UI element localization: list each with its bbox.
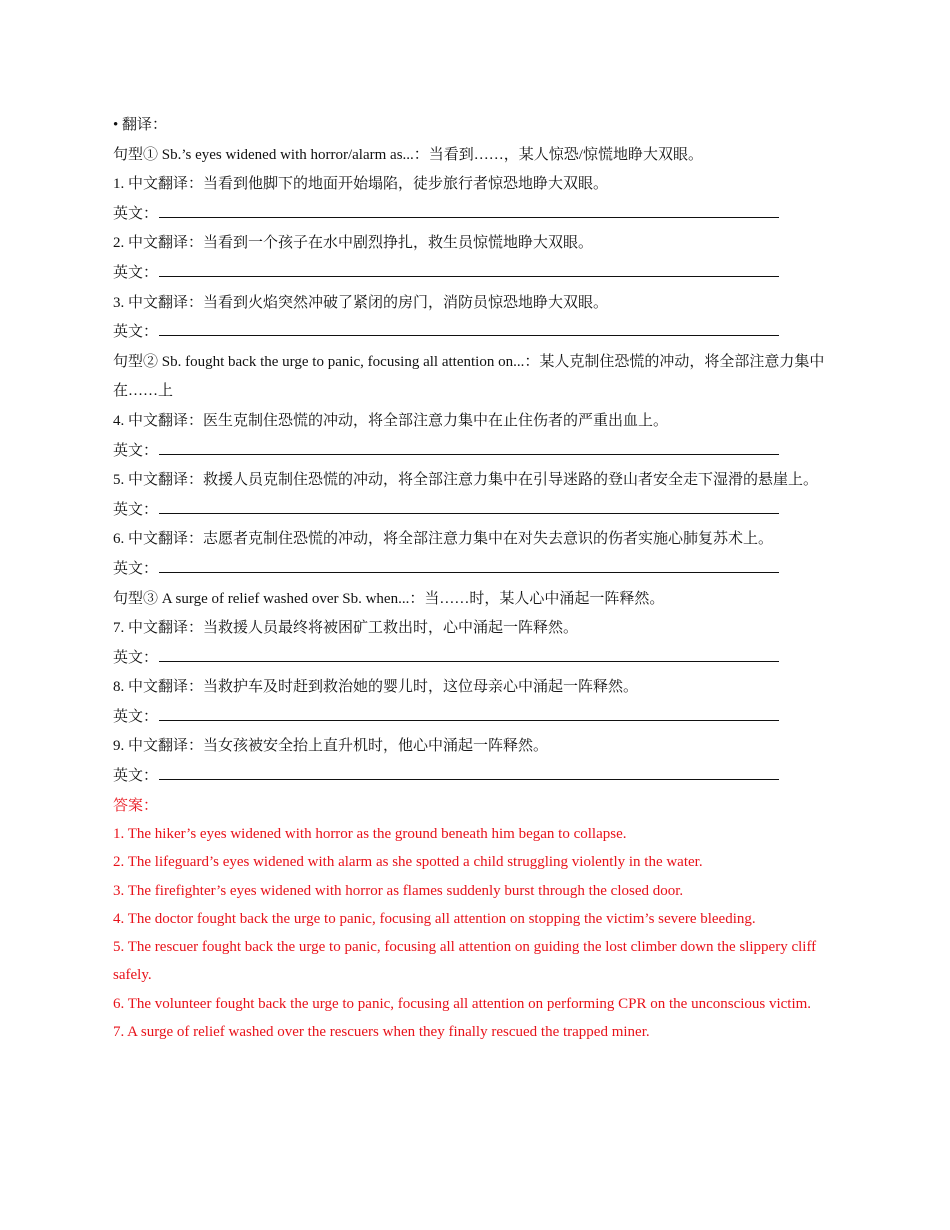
answer-6: 6. The volunteer fought back the urge to panic, focusing all attention on performing CPR on the unconscious victim. [113, 995, 812, 1012]
answer-4: 4. The doctor fought back the urge to panic, focusing all attention on stopping the victim’s severe bleeding. [113, 910, 756, 927]
prompt-8: 8. 中文翻译：当救护车及时赶到救治她的婴儿时，这位母亲心中涌起一阵释然。 [113, 679, 639, 696]
blank-label: 英文： [113, 442, 159, 459]
blank-line[interactable] [159, 558, 779, 573]
pattern-2: 句型② Sb. fought back the urge to panic, focusing all attention on...：某人克制住恐慌的冲动，将全部注意力集中在……上 [113, 353, 825, 400]
blank-label: 英文： [113, 501, 159, 518]
answer-blank-3[interactable] [113, 318, 833, 348]
prompt-4: 4. 中文翻译：医生克制住恐慌的冲动，将全部注意力集中在止住伤者的严重出血上。 [113, 412, 669, 429]
answer-7: 7. A surge of relief washed over the rescuers when they finally rescued the trapped miner. [113, 1024, 650, 1041]
prompt-9: 9. 中文翻译：当女孩被安全抬上直升机时，他心中涌起一阵释然。 [113, 738, 549, 755]
section-heading: • 翻译： [113, 117, 168, 133]
blank-label: 英文： [113, 264, 159, 281]
blank-line[interactable] [159, 647, 779, 662]
pattern-3: 句型③ A surge of relief washed over Sb. when...：当……时，某人心中涌起一阵释然。 [113, 590, 665, 607]
blank-line[interactable] [159, 706, 779, 721]
prompt-3: 3. 中文翻译：当看到火焰突然冲破了紧闭的房门，消防员惊恐地睁大双眼。 [113, 294, 609, 311]
pattern-1: 句型① Sb.’s eyes widened with horror/alarm as...：当看到……，某人惊恐/惊慌地睁大双眼。 [113, 146, 703, 163]
blank-label: 英文： [113, 768, 159, 785]
blank-line[interactable] [159, 765, 779, 780]
answer-blank-8[interactable] [113, 703, 833, 733]
blank-line[interactable] [159, 321, 779, 336]
blank-label: 英文： [113, 205, 159, 222]
answer-blank-4[interactable] [113, 437, 833, 467]
blank-label: 英文： [113, 649, 159, 666]
answer-1: 1. The hiker’s eyes widened with horror as the ground beneath him began to collapse. [113, 825, 627, 842]
answer-5: 5. The rescuer fought back the urge to panic, focusing all attention on guiding the lost climber down the slippery cliff safely. [113, 939, 817, 984]
prompt-5: 5. 中文翻译：救援人员克制住恐慌的冲动，将全部注意力集中在引导迷路的登山者安全走下湿滑的悬崖上。 [113, 472, 819, 489]
answer-3: 3. The firefighter’s eyes widened with horror as flames suddenly burst through the closed door. [113, 882, 684, 899]
answer-blank-9[interactable] [113, 762, 833, 792]
prompt-6: 6. 中文翻译：志愿者克制住恐慌的冲动，将全部注意力集中在对失去意识的伤者实施心肺复苏术上。 [113, 531, 774, 548]
prompt-2: 2. 中文翻译：当看到一个孩子在水中剧烈挣扎，救生员惊慌地睁大双眼。 [113, 235, 594, 252]
blank-label: 英文： [113, 324, 159, 341]
blank-line[interactable] [159, 499, 779, 514]
worksheet-page [113, 111, 833, 1046]
answer-blank-6[interactable] [113, 555, 833, 585]
answers-heading: 答案： [113, 797, 159, 814]
answer-2: 2. The lifeguard’s eyes widened with alarm as she spotted a child struggling violently in the water. [113, 854, 703, 871]
answer-blank-2[interactable] [113, 259, 833, 289]
answer-blank-1[interactable] [113, 200, 833, 230]
answer-blank-5[interactable] [113, 496, 833, 526]
prompt-7: 7. 中文翻译：当救援人员最终将被困矿工救出时，心中涌起一阵释然。 [113, 620, 579, 637]
blank-line[interactable] [159, 440, 779, 455]
prompt-1: 1. 中文翻译：当看到他脚下的地面开始塌陷，徒步旅行者惊恐地睁大双眼。 [113, 176, 609, 193]
answer-blank-7[interactable] [113, 644, 833, 674]
blank-line[interactable] [159, 262, 779, 277]
blank-line[interactable] [159, 203, 779, 218]
blank-label: 英文： [113, 708, 159, 725]
blank-label: 英文： [113, 560, 159, 577]
